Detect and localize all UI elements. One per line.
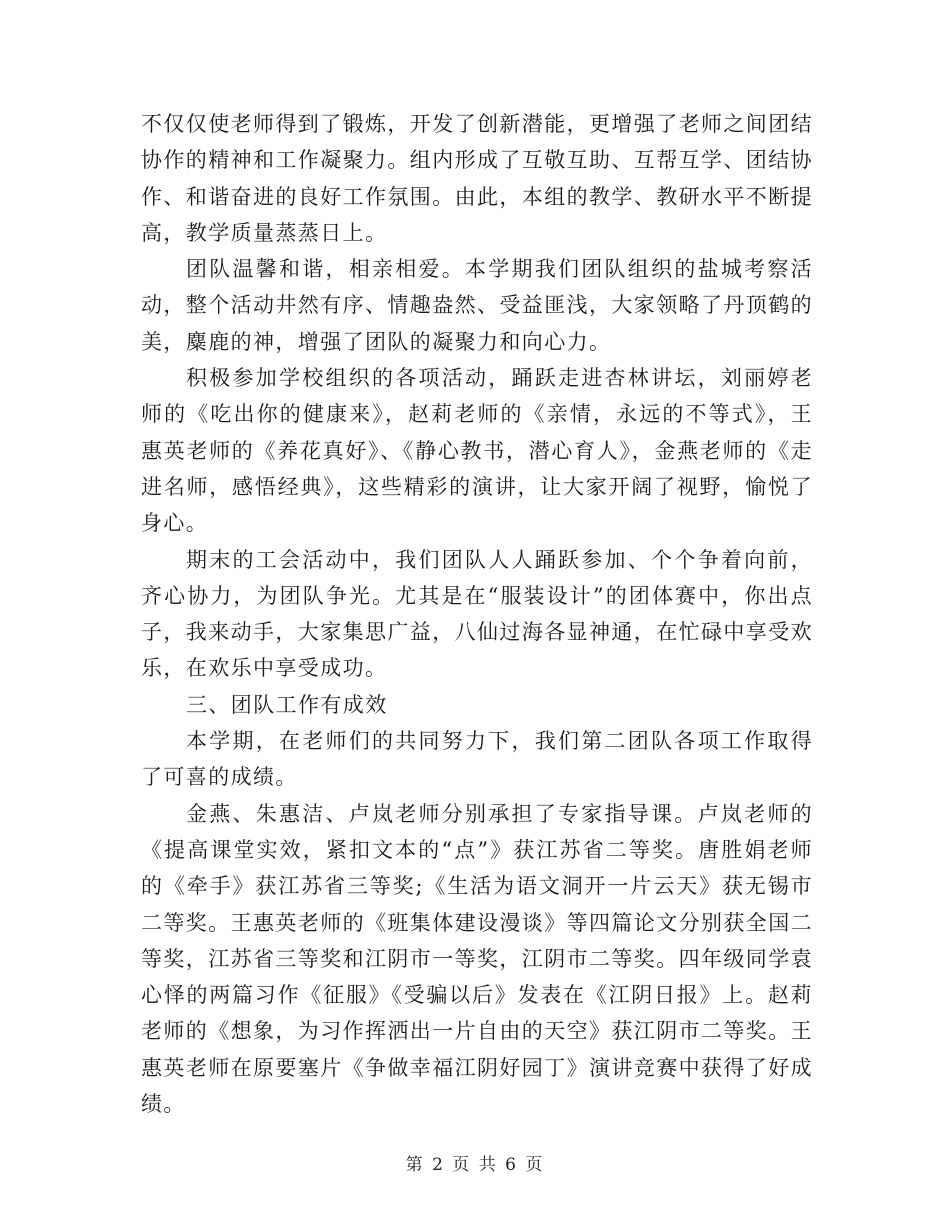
section-heading: 三、团队工作有成效	[186, 692, 388, 717]
page-number-footer: 第 2 页 共 6 页	[405, 1155, 545, 1175]
paragraph-5: 本学期，在老师们的共同努力下，我们第二团队各项工作取得了可喜的成绩。	[141, 729, 813, 790]
paragraph-4: 期末的工会活动中，我们团队人人踊跃参加、个个争着向前，齐心协力，为团队争光。尤其是在“服装设计”的团体赛中，你出点子，我来动手，大家集思广益，八仙过海各显神通，在忙碌中享受欢乐，在欢乐中享受成功。	[141, 547, 813, 681]
paragraph-2: 团队温馨和谐，相亲相爱。本学期我们团队组织的盐城考察活动，整个活动井然有序、情趣盎然、受益匪浅，大家领略了丹顶鹤的美，麋鹿的神，增强了团队的凝聚力和向心力。	[141, 257, 813, 354]
paragraph-3: 积极参加学校组织的各项活动，踊跃走进杏林讲坛，刘丽婷老师的《吃出你的健康来》，赵莉老师的《亲情，永远的不等式》，王惠英老师的《养花真好》、《静心教书，潜心育人》，金燕老师的《走进名师，感悟经典》，这些精彩的演讲，让大家开阔了视野，愉悦了身心。	[141, 366, 813, 536]
body-text	[141, 106, 813, 1122]
paragraph-6: 金燕、朱惠洁、卢岚老师分别承担了专家指导课。卢岚老师的《提高课堂实效，紧扣文本的“点”》获江苏省二等奖。唐胜娟老师的《牵手》获江苏省三等奖;《生活为语文洞开一片云天》获无锡市二等奖。王惠英老师的《班集体建设漫谈》等四篇论文分别获全国二等奖，江苏省三等奖和江阴市一等奖，江阴市二等奖。四年级同学袁心怿的两篇习作《征服》《受骗以后》发表在《江阴日报》上。赵莉老师的《想象，为习作挥洒出一片自由的天空》获江阴市二等奖。王惠英老师在原要塞片《争做幸福江阴好园丁》演讲竞赛中获得了好成绩。	[141, 801, 813, 1117]
paragraph-1: 不仅仅使老师得到了锻炼，开发了创新潜能，更增强了老师之间团结协作的精神和工作凝聚力。组内形成了互敬互助、互帮互学、团结协作、和谐奋进的良好工作氛围。由此，本组的教学、教研水平不断提高，教学质量蒸蒸日上。	[141, 112, 813, 245]
